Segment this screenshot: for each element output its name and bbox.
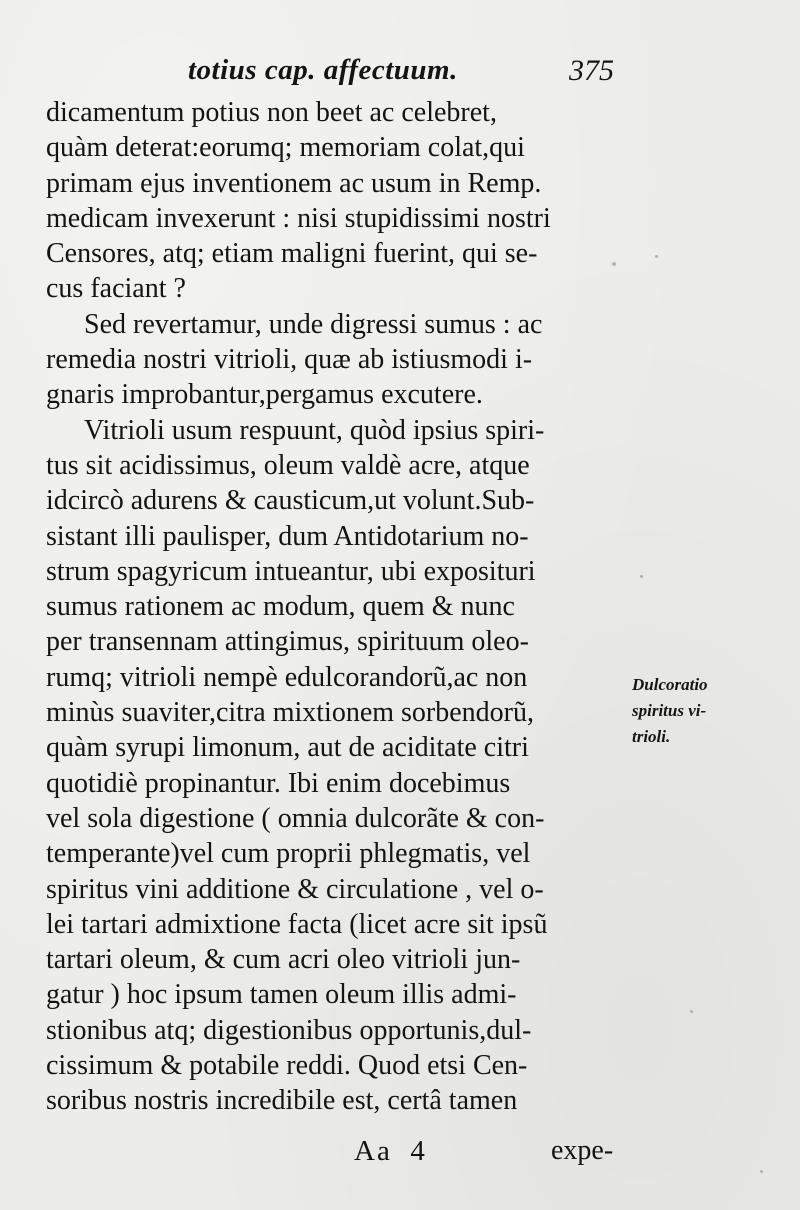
catchword: expe- — [551, 1135, 614, 1166]
page-number: 375 — [569, 54, 614, 87]
signature-mark: Aa 4 — [354, 1135, 427, 1167]
text-line: cus faciant ? — [46, 273, 186, 305]
body-text — [46, 95, 626, 1119]
text-line: Sed revertamur, unde digressi sumus : ac — [84, 308, 543, 340]
text-line: temperante)vel cum proprii phlegmatis, vel — [46, 838, 531, 870]
text-line: Censores, atq; etiam maligni fuerint, qui se- — [46, 238, 538, 270]
text-line: gatur ) hoc ipsum tamen oleum illis admi- — [46, 979, 517, 1011]
margin-note-line: spiritus vi- — [632, 701, 707, 720]
text-line: quotidiè propinantur. Ibi enim docebimus — [46, 767, 511, 799]
margin-note-line: trioli. — [632, 727, 671, 746]
text-line: soribus nostris incredibile est, certâ tamen — [46, 1085, 518, 1117]
paper-speck — [640, 575, 643, 578]
paper-speck — [690, 1010, 693, 1013]
text-line: gnaris improbantur,pergamus excutere. — [46, 379, 483, 411]
paper-speck — [760, 1170, 763, 1173]
text-line: per transennam attingimus, spirituum oleo- — [46, 626, 529, 658]
running-title: totius cap. affectuum. — [188, 54, 458, 86]
text-line: sistant illi paulisper, dum Antidotarium no- — [46, 520, 529, 552]
paper-speck — [655, 255, 658, 258]
text-line: spiritus vini additione & circulatione , vel o- — [46, 873, 544, 905]
running-head — [0, 50, 800, 94]
text-line: idcircò adurens & causticum,ut volunt.Sub- — [46, 485, 535, 517]
text-line: stionibus atq; digestionibus opportunis,dul- — [46, 1014, 532, 1046]
text-line: vel sola digestione ( omnia dulcorãte & con- — [46, 802, 545, 834]
text-line: lei tartari admixtione facta (licet acre sit ipsũ — [46, 908, 548, 940]
text-line: tartari oleum, & cum acri oleo vitrioli jun- — [46, 944, 521, 976]
page-footer — [0, 1135, 800, 1175]
text-line: rumq; vitrioli nempè edulcorandorũ,ac non — [46, 661, 528, 693]
margin-note-line: Dulcoratio — [632, 675, 708, 694]
text-line: strum spagyricum intueantur, ubi expositurі — [46, 555, 536, 587]
text-line: Vitrioli usum respuunt, quòd ipsius spiri- — [84, 414, 545, 446]
paper-speck — [612, 262, 616, 266]
text-line: cissimum & potabile reddi. Quod etsi Cen- — [46, 1050, 528, 1082]
text-line: medicam invexerunt : nisi stupidissimi nostri — [46, 202, 551, 234]
text-line: tus sit acidissimus, oleum valdè acre, atque — [46, 449, 530, 481]
text-line: minùs suaviter,citra mixtionem sorbendorũ, — [46, 697, 535, 729]
margin-note — [632, 672, 792, 750]
text-line: primam ejus inventionem ac usum in Remp. — [46, 167, 542, 199]
text-line: dicamentum potius non beet ac celebret, — [46, 97, 497, 128]
text-line: quàm syrupi limonum, aut de aciditate citri — [46, 732, 529, 764]
text-line: sumus rationem ac modum, quem & nunc — [46, 591, 515, 623]
text-line: remedia nostri vitrioli, quæ ab istiusmodi i- — [46, 344, 533, 376]
text-line: quàm deterat:eorumq; memoriam colat,qui — [46, 132, 525, 164]
